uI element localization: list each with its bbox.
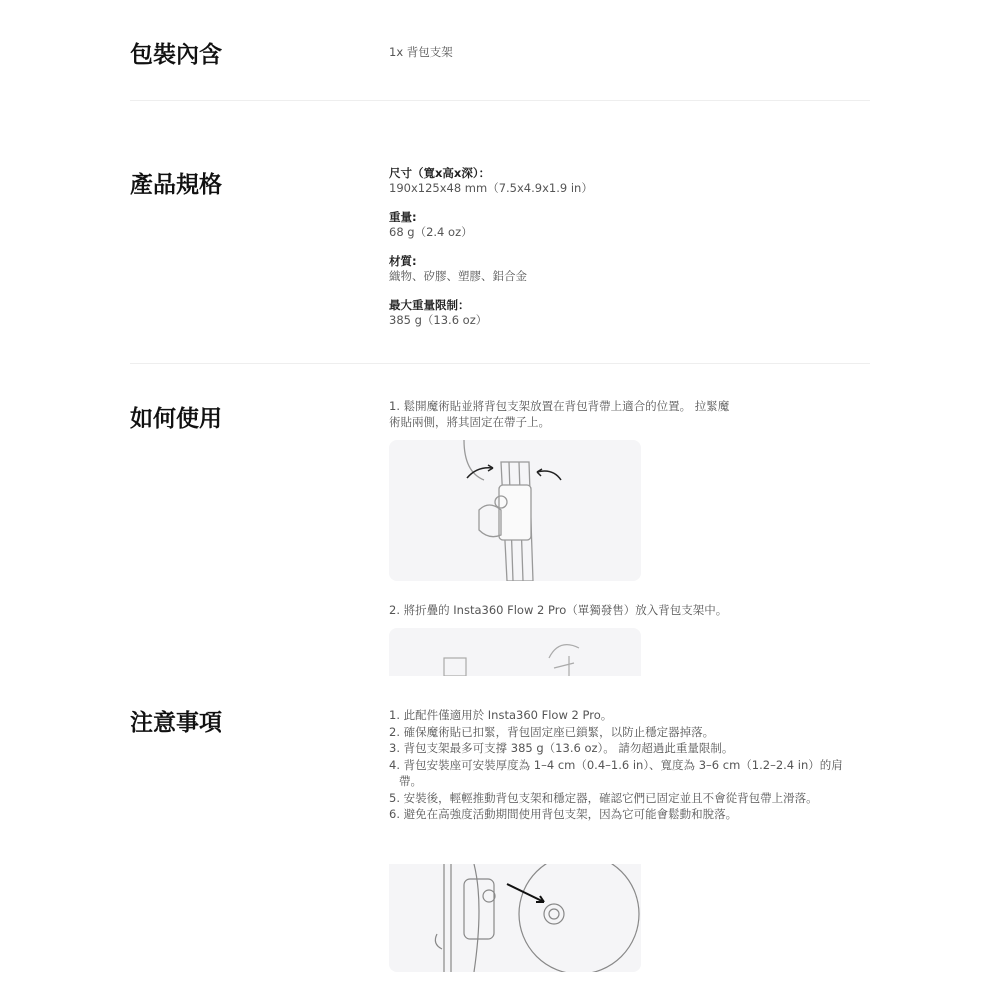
notes-illustration (389, 864, 641, 972)
note-item: 5. 安裝後，輕輕推動背包支架和穩定器，確認它們已固定並且不會從背包帶上滑落。 (389, 790, 818, 805)
spec-label: 材質: (389, 254, 417, 268)
specs-heading: 產品規格 (130, 172, 222, 198)
package-heading: 包裝內含 (130, 42, 222, 68)
notes-heading: 注意事項 (130, 710, 222, 736)
specs-list (389, 166, 593, 328)
spec-label: 尺寸（寬x高x深）： (389, 166, 491, 180)
spec-label: 最大重量限制： (389, 298, 470, 312)
divider (130, 363, 870, 364)
note-item: 1. 此配件僅適用於 Insta360 Flow 2 Pro。 (389, 708, 613, 722)
spec-value: 織物、矽膠、塑膠、鋁合金 (389, 269, 527, 283)
package-content: 1x 背包支架 (389, 45, 453, 59)
notes-list (389, 707, 859, 823)
backpack-mount-strap-icon (389, 440, 641, 581)
usage-step-2: 2. 將折疊的 Insta360 Flow 2 Pro（單獨發售）放入背包支架中。 (389, 603, 728, 617)
spec-value: 68 g（2.4 oz） (389, 225, 473, 239)
note-item: 2. 確保魔術貼已扣緊，背包固定座已鎖緊，以防止穩定器掉落。 (389, 724, 715, 739)
divider (130, 100, 870, 101)
usage-heading: 如何使用 (130, 406, 222, 432)
step-2-illustration (389, 628, 641, 676)
spec-label: 重量: (389, 210, 417, 224)
mount-lock-illustration (389, 864, 641, 972)
step-1-illustration (389, 440, 641, 581)
note-item: 6. 避免在高強度活動期間使用背包支架，因為它可能會鬆動和脫落。 (389, 807, 738, 821)
spec-value: 385 g（13.6 oz） (389, 313, 488, 327)
flow-2-pro-illustration (389, 628, 641, 676)
spec-value: 190x125x48 mm（7.5x4.9x1.9 in） (389, 181, 593, 195)
note-item: 3. 背包支架最多可支撐 385 g（13.6 oz）。 請勿超過此重量限制。 (389, 741, 734, 755)
usage-step-1: 1. 鬆開魔術貼並將背包支架放置在背包背帶上適合的位置。 拉緊魔術貼兩側，將其固定在帶子上。 (389, 399, 730, 429)
note-item: 4. 背包安裝座可安裝厚度為 1–4 cm（0.4–1.6 in）、寬度為 3–6 cm（1.2–2.4 in）的肩帶。 (389, 757, 843, 788)
